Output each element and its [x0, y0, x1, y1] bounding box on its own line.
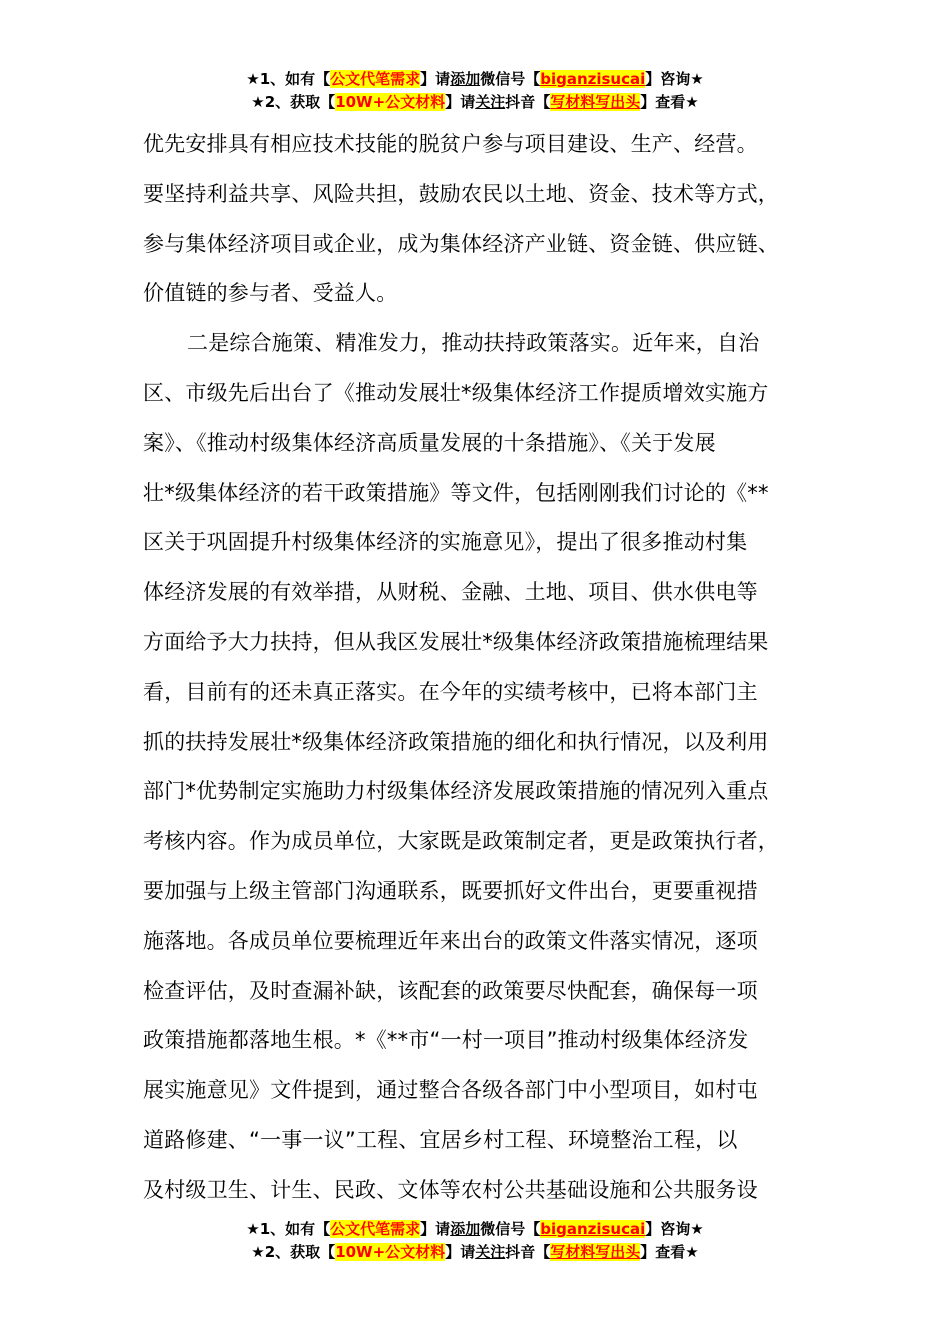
promo-text: 】查看★ [640, 93, 699, 111]
promo-text: 微信号【 [480, 1220, 541, 1238]
promo-underlined: 添加 [450, 70, 481, 88]
promo-text: 】请 [420, 1220, 451, 1238]
body-line: 政策措施都落地生根。*《**市“一村一项目”推动村级集体经济发 [143, 1028, 749, 1053]
promo-text: 微信号【 [480, 70, 541, 88]
promo-douyin-id: 写材料写出头 [550, 1243, 641, 1261]
promo-underlined: 关注 [475, 93, 506, 111]
promo-text: 】请 [420, 70, 451, 88]
promo-text: 抖音【 [505, 1243, 551, 1261]
footer-promo-line-2 [0, 1241, 950, 1264]
body-line: 区、市级先后出台了《推动发展壮*级集体经济工作提质增效实施方 [143, 380, 769, 405]
header-promo [0, 68, 950, 114]
body-line: 考核内容。作为成员单位，大家既是政策制定者，更是政策执行者， [143, 829, 779, 854]
promo-highlight: 10W+公文材料 [335, 93, 446, 111]
body-line: 部门*优势制定实施助力村级集体经济发展政策措施的情况列入重点 [143, 779, 769, 804]
promo-underlined: 添加 [450, 1220, 481, 1238]
promo-highlight: 公文代笔需求 [330, 1220, 421, 1238]
body-line: 抓的扶持发展壮*级集体经济政策措施的细化和执行情况，以及利用 [143, 729, 769, 754]
body-line: 壮*级集体经济的若干政策措施》等文件，包括刚刚我们讨论的《** [143, 480, 769, 505]
body-line: 要加强与上级主管部门沟通联系，既要抓好文件出台，更要重视措 [143, 878, 758, 903]
body-line: 方面给予大力扶持，但从我区发展壮*级集体经济政策措施梳理结果 [143, 629, 769, 654]
body-line: 及村级卫生、计生、民政、文体等农村公共基础设施和公共服务设 [143, 1177, 758, 1202]
body-line: 区关于巩固提升村级集体经济的实施意见》，提出了很多推动村集 [143, 530, 748, 555]
body-line: 要坚持利益共享、风险共担，鼓励农民以土地、资金、技术等方式， [143, 181, 779, 206]
promo-text: 抖音【 [505, 93, 551, 111]
body-line: 检查评估，及时查漏补缺，该配套的政策要尽快配套，确保每一项 [143, 978, 758, 1003]
paragraph-start-line: 二是综合施策、精准发力，推动扶持政策落实。近年来，自治 [187, 331, 760, 356]
promo-text: ★1、如有【 [246, 1220, 331, 1238]
promo-wechat-id: biganzisucai [540, 70, 646, 88]
body-line: 展实施意见》文件提到，通过整合各级各部门中小型项目，如村屯 [143, 1078, 758, 1103]
body-line: 施落地。各成员单位要梳理近年来出台的政策文件落实情况，逐项 [143, 928, 758, 953]
promo-text: 】咨询★ [645, 70, 704, 88]
promo-text: 】请 [445, 93, 476, 111]
promo-highlight: 10W+公文材料 [335, 1243, 446, 1261]
document-body [143, 120, 843, 1216]
promo-wechat-id: biganzisucai [540, 1220, 646, 1238]
body-line: 案》、《推动村级集体经济高质量发展的十条措施》、《关于发展 [143, 430, 716, 455]
body-line: 看，目前有的还未真正落实。在今年的实绩考核中，已将本部门主 [143, 679, 758, 704]
body-line: 体经济发展的有效举措，从财税、金融、土地、项目、供水供电等 [143, 580, 758, 605]
promo-text: 】咨询★ [645, 1220, 704, 1238]
promo-text: ★1、如有【 [246, 70, 331, 88]
promo-text: ★2、获取【 [251, 93, 336, 111]
body-line: 价值链的参与者、受益人。 [143, 281, 398, 306]
promo-douyin-id: 写材料写出头 [550, 93, 641, 111]
body-line: 参与集体经济项目或企业，成为集体经济产业链、资金链、供应链、 [143, 231, 779, 256]
promo-text: 】查看★ [640, 1243, 699, 1261]
promo-text: 】请 [445, 1243, 476, 1261]
body-line: 道路修建、“一事一议”工程、宜居乡村工程、环境整治工程，以 [143, 1127, 738, 1152]
promo-highlight: 公文代笔需求 [330, 70, 421, 88]
promo-underlined: 关注 [475, 1243, 506, 1261]
footer-promo-line-1 [0, 1218, 950, 1241]
body-line: 优先安排具有相应技术技能的脱贫户参与项目建设、生产、经营。 [143, 132, 758, 156]
header-promo-line-2 [0, 91, 950, 114]
footer-promo [0, 1218, 950, 1264]
header-promo-line-1 [0, 68, 950, 91]
promo-text: ★2、获取【 [251, 1243, 336, 1261]
